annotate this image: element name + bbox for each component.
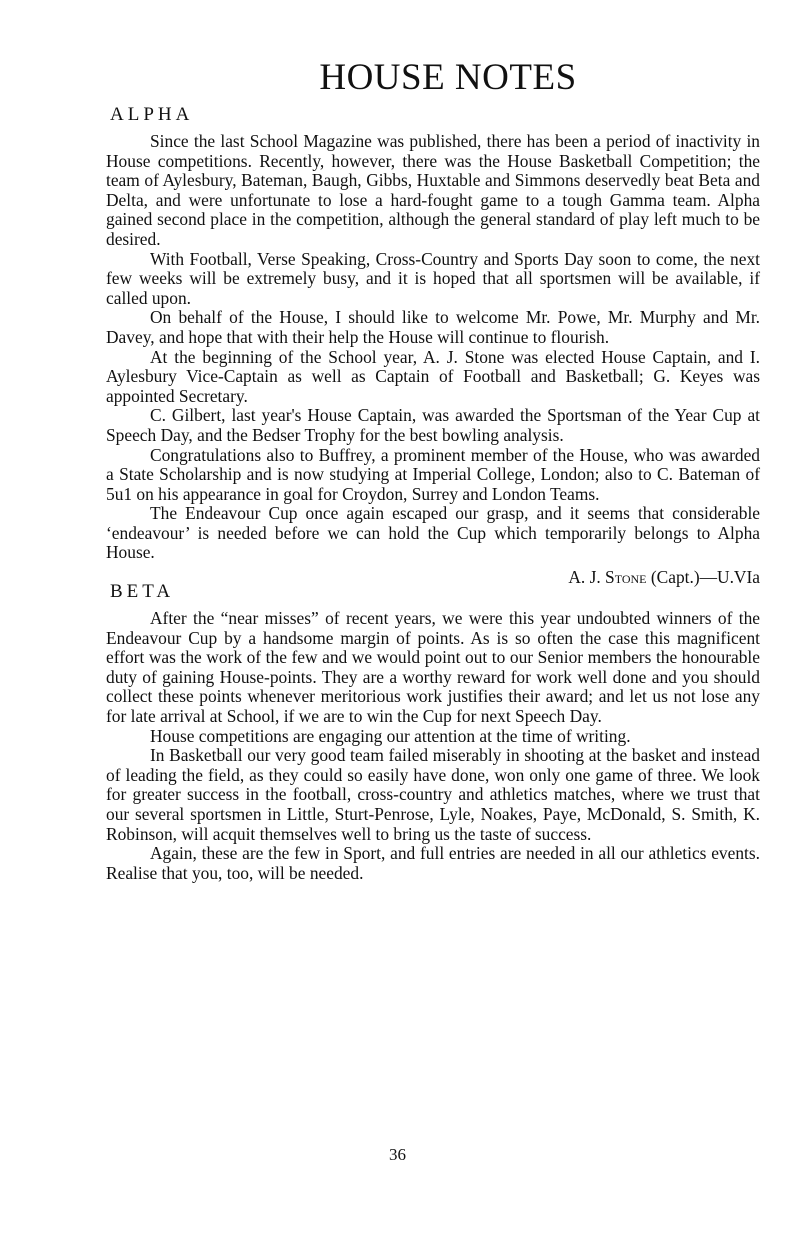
document-page (106, 56, 760, 883)
page-title: HOUSE NOTES (319, 57, 577, 98)
paragraph: After the “near misses” of recent years, we were this year undoubted winners of the Endeavour Cup by a handsome margin of points. As is so often the case this magnificent effort was the work of the few and we would point out to our Senior members the honourable duty of gaining House-points. They are a worthy reward for work well done and you should collect these points whenever meritorious work justifies their award; and let us not lose any for late arrival at School, if we are to win the Cup for next Speech Day. (106, 608, 760, 727)
section-heading-alpha: ALPHA (110, 104, 194, 125)
section-alpha (106, 104, 760, 587)
section-beta (106, 581, 760, 883)
paragraph: Again, these are the few in Sport, and full entries are needed in all our athletics events. Realise that you, too, will be needed. (106, 843, 760, 883)
paragraph: On behalf of the House, I should like to welcome Mr. Powe, Mr. Murphy and Mr. Davey, and hope that with their help the House will continue to flourish. (106, 307, 760, 347)
paragraph: At the beginning of the School year, A. J. Stone was elected House Captain, and I. Aylesbury Vice-Captain as well as Captain of Football and Basketball; G. Keyes was appointed Secretary. (106, 346, 760, 406)
paragraph: With Football, Verse Speaking, Cross-Country and Sports Day soon to come, the next few weeks will be extremely busy, and it is hoped that all sportsmen will be available, if called upon. (106, 248, 760, 308)
paragraph: C. Gilbert, last year's House Captain, was awarded the Sportsman of the Year Cup at Speech Day, and the Bedser Trophy for the best bowling analysis. (106, 405, 760, 445)
page-number: 36 (389, 1145, 406, 1164)
signoff-initials: A. J. (568, 567, 606, 588)
paragraph: Since the last School Magazine was published, there has been a period of inactivity in House competitions. Recently, however, there was the House Basketball Competition; the team of Aylesbury, Bateman, Baugh, Gibbs, Huxtable and Simmons deservedly beat Beta and Delta, and were unfortunate to lose a hard-fought game to a tough Gamma team. Alpha gained second place in the competition, although the general standard of play left much to be desired. (106, 131, 760, 249)
paragraph: In Basketball our very good team failed miserably in shooting at the basket and instead of leading the field, as they could so easily have done, won only one game of three. We look for greater success in the football, cross-country and athletics matches, where we trust that our several sportsmen in Little, Sturt-Penrose, Lyle, Noakes, Paye, McDonald, S. Smith, K. Robinson, will acquit themselves well to bring us the taste of success. (106, 745, 760, 844)
paragraph: House competitions are engaging our attention at the time of writing. (150, 725, 631, 746)
section-heading-beta: BETA (110, 581, 175, 603)
signoff-rest: (Capt.)—U.VIa (646, 567, 760, 588)
signoff-name: Stone (605, 567, 647, 588)
paragraph: The Endeavour Cup once again escaped our grasp, and it seems that considerable ‘endeavour’ is needed before we can hold the Cup which temporarily belongs to Alpha House. (106, 503, 760, 563)
paragraph: Congratulations also to Buffrey, a prominent member of the House, who was awarded a State Scholarship and is now studying at Imperial College, London; also to C. Bateman of 5u1 on his appearance in goal for Croydon, Surrey and London Teams. (106, 444, 760, 504)
